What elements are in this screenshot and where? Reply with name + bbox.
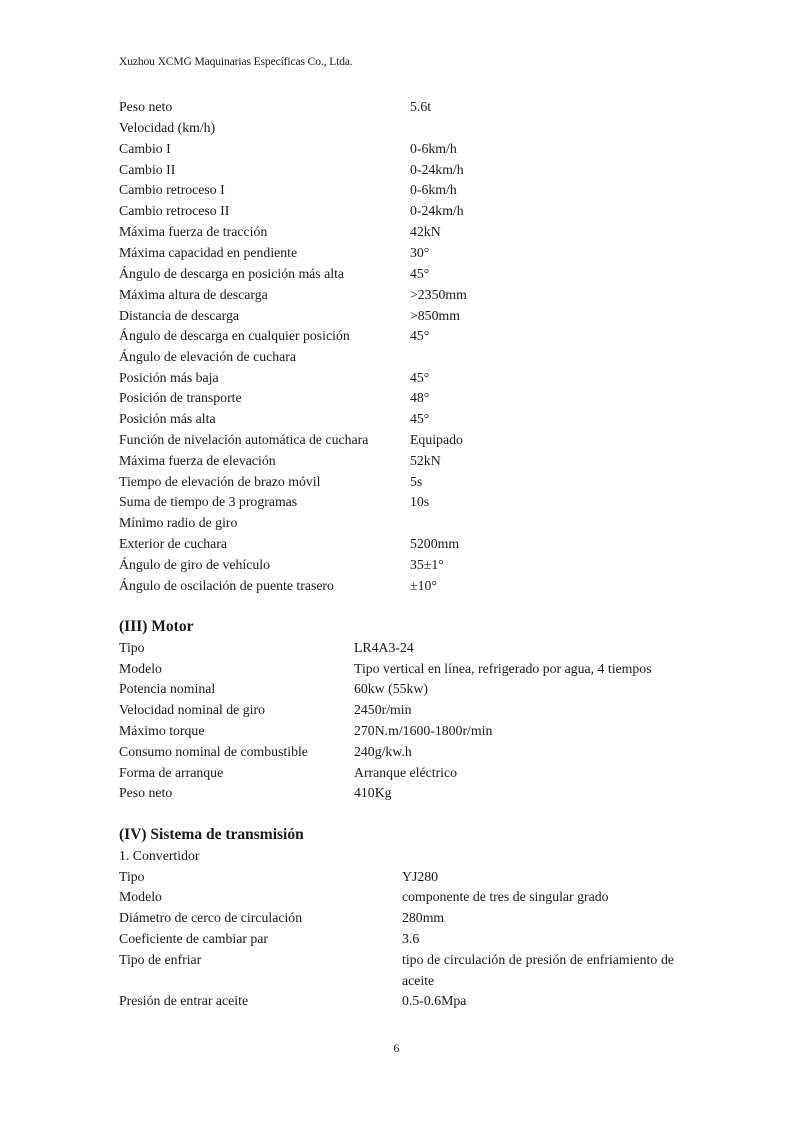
spec-value: 45°: [410, 411, 430, 426]
spec-label: Máxima fuerza de tracción: [119, 224, 268, 239]
spec-label: Posición más baja: [119, 370, 219, 385]
motor-row: [119, 637, 414, 658]
motor-value: 270N.m/1600-1800r/min: [354, 723, 493, 738]
transmission-label: Modelo: [119, 889, 162, 904]
transmission-row: [119, 990, 467, 1011]
spec-row: [119, 471, 423, 492]
spec-value: 0-6km/h: [410, 182, 457, 197]
spec-label: Cambio retroceso I: [119, 182, 225, 197]
motor-value: 2450r/min: [354, 702, 412, 717]
transmission-label: Tipo de enfriar: [119, 952, 202, 967]
spec-row: [119, 408, 430, 429]
spec-value: 5s: [410, 474, 423, 489]
motor-value: LR4A3-24: [354, 640, 414, 655]
spec-label: Exterior de cuchara: [119, 536, 228, 551]
spec-row: [119, 346, 296, 367]
spec-value: 35±1°: [410, 557, 444, 572]
spec-value: 0-24km/h: [410, 162, 464, 177]
motor-label: Peso neto: [119, 785, 173, 800]
spec-label: Distancia de descarga: [119, 308, 240, 323]
motor-label: Modelo: [119, 661, 162, 676]
transmission-row: [119, 928, 420, 949]
motor-label: Consumo nominal de combustible: [119, 744, 308, 759]
spec-value: 45°: [410, 328, 430, 343]
spec-row: [119, 117, 215, 138]
spec-value: 10s: [410, 494, 430, 509]
motor-value: Tipo vertical en línea, refrigerado por agua, 4 tiempos: [354, 661, 652, 676]
motor-label: Máximo torque: [119, 723, 205, 738]
spec-label: Ángulo de descarga en cualquier posición: [119, 328, 350, 343]
transmission-subtitle: 1. Convertidor: [119, 848, 200, 863]
motor-value: 60kw (55kw): [354, 681, 428, 696]
motor-value: 410Kg: [354, 785, 392, 800]
motor-row: [119, 699, 412, 720]
spec-label: Mínimo radio de giro: [119, 515, 238, 530]
spec-label: Máxima fuerza de elevación: [119, 453, 276, 468]
spec-label: Ángulo de oscilación de puente trasero: [119, 578, 334, 593]
spec-label: Cambio I: [119, 141, 171, 156]
motor-row: [119, 678, 428, 699]
spec-value: Equipado: [410, 432, 463, 447]
transmission-row: [119, 907, 445, 928]
transmission-value: 280mm: [402, 910, 445, 925]
motor-row: [119, 658, 652, 679]
transmission-label: Coeficiente de cambiar par: [119, 931, 269, 946]
transmission-value: YJ280: [402, 869, 439, 884]
motor-row: [119, 720, 493, 741]
spec-label: Cambio retroceso II: [119, 203, 230, 218]
spec-label: Suma de tiempo de 3 programas: [119, 494, 298, 509]
motor-label: Forma de arranque: [119, 765, 224, 780]
spec-label: Función de nivelación automática de cuchara: [119, 432, 369, 447]
spec-row: [119, 325, 430, 346]
spec-row: [119, 512, 237, 533]
spec-label: Máxima capacidad en pendiente: [119, 245, 298, 260]
spec-value: 0-24km/h: [410, 203, 464, 218]
motor-label: Velocidad nominal de giro: [119, 702, 265, 717]
transmission-value: componente de tres de singular grado: [402, 889, 609, 904]
motor-value: 240g/kw.h: [354, 744, 412, 759]
spec-label: Tiempo de elevación de brazo móvil: [119, 474, 321, 489]
spec-row: [119, 367, 430, 388]
spec-row: [119, 200, 464, 221]
spec-value: >850mm: [410, 308, 460, 323]
transmission-value: tipo de circulación de presión de enfriamiento de aceite: [402, 952, 674, 988]
spec-row: [119, 138, 457, 159]
spec-row: [119, 533, 460, 554]
transmission-section-title: (IV) Sistema de transmisión: [119, 826, 304, 843]
spec-label: Ángulo de giro de vehículo: [119, 557, 270, 572]
spec-row: [119, 221, 441, 242]
spec-value: 45°: [410, 266, 430, 281]
spec-value: ±10°: [410, 578, 437, 593]
motor-label: Tipo: [119, 640, 145, 655]
spec-row: [119, 242, 430, 263]
page-number: 6: [393, 1041, 400, 1055]
spec-row: [119, 305, 460, 326]
spec-row: [119, 554, 444, 575]
transmission-value: 3.6: [402, 931, 420, 946]
spec-row: [119, 284, 467, 305]
spec-row: [119, 159, 464, 180]
motor-label: Potencia nominal: [119, 681, 216, 696]
spec-row: [119, 575, 437, 596]
spec-value: 45°: [410, 370, 430, 385]
spec-label: Peso neto: [119, 99, 173, 114]
motor-row: [119, 741, 412, 762]
spec-value: 52kN: [410, 453, 441, 468]
transmission-row: [119, 866, 439, 887]
spec-label: Posición más alta: [119, 411, 216, 426]
motor-row: [119, 782, 392, 803]
transmission-label: Presión de entrar aceite: [119, 993, 249, 1008]
spec-label: Cambio II: [119, 162, 176, 177]
spec-row: [119, 429, 463, 450]
spec-value: >2350mm: [410, 287, 467, 302]
motor-section-title: (III) Motor: [119, 618, 194, 635]
spec-value: 0-6km/h: [410, 141, 457, 156]
spec-label: Posición de transporte: [119, 390, 242, 405]
spec-label: Ángulo de descarga en posición más alta: [119, 266, 345, 281]
spec-value: 30°: [410, 245, 430, 260]
spec-row: [119, 450, 441, 471]
motor-row: [119, 762, 458, 783]
spec-value: 5.6t: [410, 99, 432, 114]
spec-value: 48°: [410, 390, 430, 405]
spec-row: [119, 491, 430, 512]
motor-value: Arranque eléctrico: [354, 765, 458, 780]
transmission-label: Tipo: [119, 869, 145, 884]
spec-value: 5200mm: [410, 536, 460, 551]
spec-row: [119, 179, 457, 200]
spec-label: Velocidad (km/h): [119, 120, 216, 135]
transmission-value: 0.5-0.6Mpa: [402, 993, 467, 1008]
page-header: Xuzhou XCMG Maquinarias Específicas Co., Ltda.: [119, 56, 353, 68]
spec-value: 42kN: [410, 224, 441, 239]
transmission-row: [119, 886, 609, 907]
spec-row: [119, 263, 430, 284]
spec-label: Máxima altura de descarga: [119, 287, 268, 302]
transmission-label: Diámetro de cerco de circulación: [119, 910, 303, 925]
spec-row: [119, 96, 432, 117]
spec-label: Ángulo de elevación de cuchara: [119, 349, 296, 364]
transmission-row: [119, 949, 201, 970]
spec-row: [119, 387, 430, 408]
